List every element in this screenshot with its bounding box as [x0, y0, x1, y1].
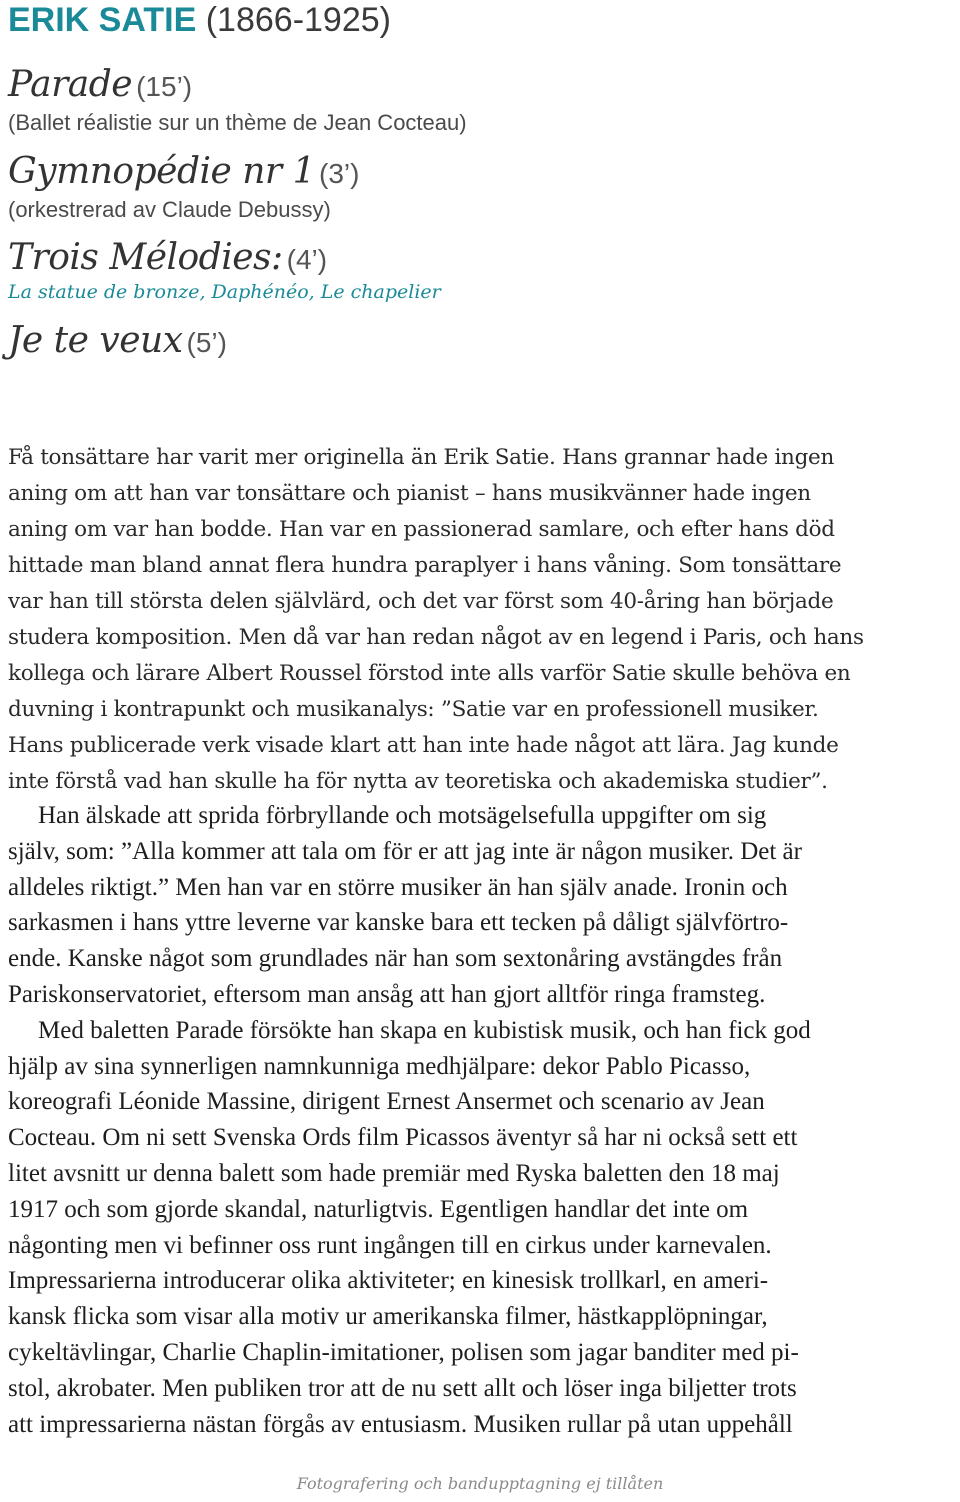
text-line: ende. Kanske något som grundlades när han som sextonåring avstängdes från	[8, 945, 783, 973]
composer-heading	[8, 0, 391, 40]
work-title: Parade	[8, 64, 133, 105]
work-trois-melodies	[8, 237, 327, 278]
text-line: cykeltävlingar, Charlie Chaplin-imitationer, polisen som jagar banditer med pi-	[8, 1338, 799, 1366]
text-line: Pariskonservatoriet, eftersom man ansåg att han gjort alltför ringa framsteg.	[8, 980, 766, 1008]
text-line: inte förstå vad han skulle ha för nytta av teoretiska och akademiska studier”.	[8, 769, 828, 794]
text-line: alldeles riktigt.” Men han var en större musiker än han själv anade. Ironin och	[8, 873, 788, 901]
composer-name: ERIK SATIE	[8, 1, 197, 39]
work-je-te-veux	[8, 320, 227, 361]
text-line: kollega och lärare Albert Roussel förstod inte alls varför Satie skulle behöva en	[8, 661, 851, 686]
text-line: Han älskade att sprida förbryllande och motsägelsefulla uppgifter om sig	[38, 802, 767, 829]
text-line: Få tonsättare har varit mer originella än Erik Satie. Hans grannar hade ingen	[8, 445, 835, 470]
text-line: Impressarierna introducerar olika aktiviteter; en kinesisk trollkarl, en ameri-	[8, 1267, 769, 1295]
text-line: duvning i kontrapunkt och musikanalys: ”Satie var en professionell musiker.	[8, 697, 819, 722]
text-line: 1917 och som gjorde skandal, naturligtvis. Egentligen handlar det inte om	[8, 1195, 749, 1223]
text-line: Med baletten Parade försökte han skapa en kubistisk musik, och han fick god	[38, 1016, 811, 1044]
text-line: någonting men vi befinner oss runt ingången till en cirkus under karnevalen.	[8, 1231, 772, 1259]
work-parade	[8, 64, 192, 105]
text-line: aning om var han bodde. Han var en passionerad samlare, och efter hans död	[8, 517, 835, 542]
text-line: Hans publicerade verk visade klart att han inte hade något att lära. Jag kunde	[8, 733, 839, 758]
work-subtitle: (orkestrerad av Claude Debussy)	[8, 197, 331, 222]
text-line: Cocteau. Om ni sett Svenska Ords film Picassos äventyr så har ni också sett ett	[8, 1124, 798, 1152]
work-duration: (3’)	[319, 158, 360, 189]
text-line: aning om att han var tonsättare och pianist – hans musikvänner hade ingen	[8, 481, 811, 506]
text-line: själv, som: ”Alla kommer att tala om för er att jag inte är någon musiker. Det är	[8, 837, 802, 865]
text-line: koreografi Léonide Massine, dirigent Ernest Ansermet och scenario av Jean	[8, 1088, 765, 1116]
text-line: hittade man bland annat flera hundra paraplyer i hans våning. Som tonsättare	[8, 553, 842, 578]
work-title: Gymnopédie nr 1	[8, 151, 315, 192]
text-line: litet avsnitt ur denna balett som hade premiär med Ryska baletten den 18 maj	[8, 1159, 780, 1187]
body-text	[8, 798, 952, 1442]
work-subtitle: La statue de bronze, Daphénéo, Le chapelier	[8, 281, 441, 303]
work-subtitle: (Ballet réalistie sur un thème de Jean Cocteau)	[8, 110, 467, 135]
text-line: studera komposition. Men då var han redan något av en legend i Paris, och hans	[8, 625, 864, 650]
work-duration: (15’)	[136, 71, 193, 102]
text-line: kansk flicka som visar alla motiv ur amerikanska filmer, hästkapplöpningar,	[8, 1303, 768, 1331]
footer-notice: Fotografering och bandupptagning ej tillåten	[296, 1474, 664, 1493]
composer-years: (1866-1925)	[205, 1, 391, 39]
work-gymnopedie	[8, 151, 359, 192]
text-line: hjälp av sina synnerligen namnkunniga medhjälpare: dekor Pablo Picasso,	[8, 1052, 751, 1080]
text-line: sarkasmen i hans yttre leverne var kanske bara ett tecken på dåligt självförtro-	[8, 909, 789, 937]
work-duration: (5’)	[186, 327, 227, 358]
intro-paragraph	[8, 440, 952, 800]
work-title: Trois Mélodies:	[8, 237, 283, 278]
text-line: stol, akrobater. Men publiken tror att de nu sett allt och löser inga biljetter trots	[8, 1374, 797, 1402]
work-title: Je te veux	[8, 320, 183, 361]
text-line: att impressarierna nästan förgås av entusiasm. Musiken rullar på utan uppehåll	[8, 1410, 793, 1438]
work-duration: (4’)	[286, 244, 328, 275]
text-line: var han till största delen självlärd, och det var först som 40-åring han började	[8, 589, 834, 614]
